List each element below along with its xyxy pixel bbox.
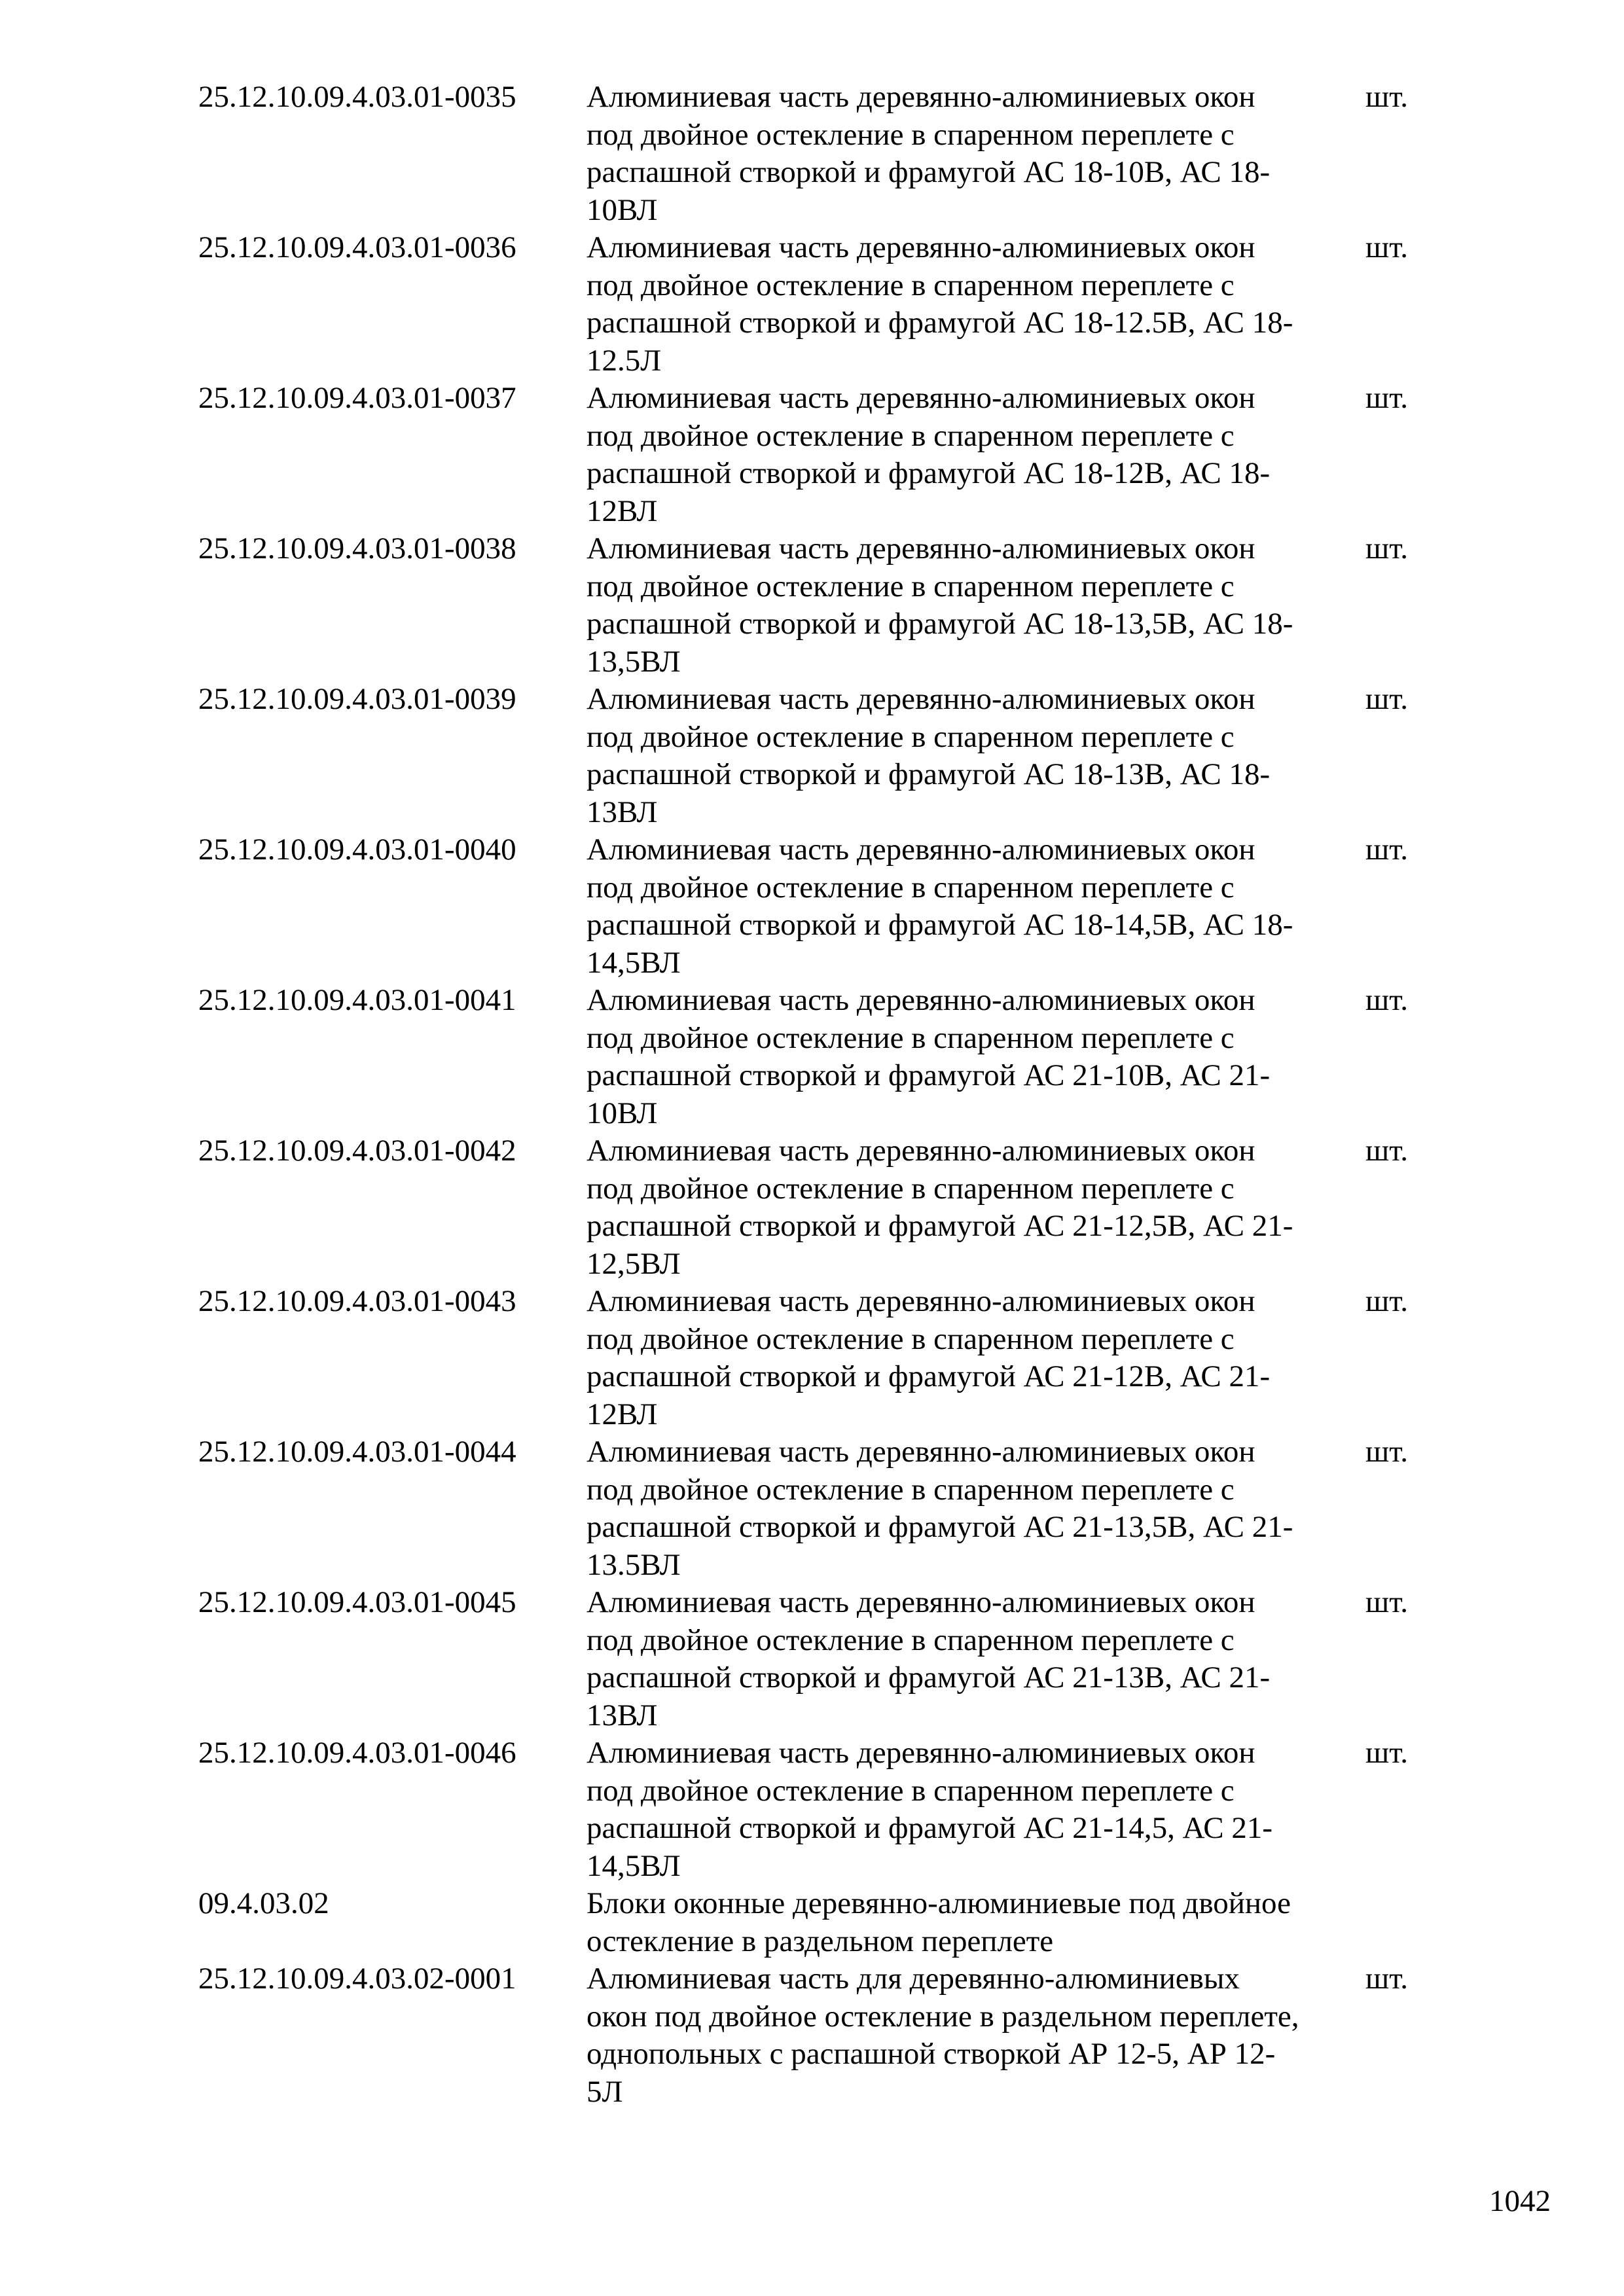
row-unit: шт. [1365,1134,1408,1168]
row-description: Алюминиевая часть деревянно-алюминиевых окон под двойное остекление в спаренном переплете с распашной створкой и фрамугой АС 18-12В, АС 18- 12ВЛ [586,381,1271,528]
table-row [198,1132,1442,1283]
table-row [198,1283,1442,1433]
row-unit: шт. [1365,682,1408,716]
row-unit: шт. [1365,1962,1408,1996]
row-code: 25.12.10.09.4.03.01-0040 [198,833,516,867]
table-row [198,831,1442,982]
row-description: Алюминиевая часть деревянно-алюминиевых окон под двойное остекление в спаренном переплете с распашной створкой и фрамугой АС 21-10В, АС 21- 10ВЛ [586,983,1271,1130]
row-description: Алюминиевая часть деревянно-алюминиевых окон под двойное остекление в спаренном переплете с распашной створкой и фрамугой АС 21-13В, АС 21- 13ВЛ [586,1585,1271,1732]
page-number: 1042 [1489,2184,1551,2218]
row-unit: шт. [1365,1435,1408,1469]
table-row [198,530,1442,681]
table-row [198,380,1442,530]
row-code: 25.12.10.09.4.03.01-0035 [198,80,516,114]
row-code: 25.12.10.09.4.03.01-0036 [198,230,516,264]
row-unit: шт. [1365,230,1408,264]
row-unit: шт. [1365,1284,1408,1318]
row-unit: шт. [1365,1736,1408,1770]
row-description: Алюминиевая часть деревянно-алюминиевых окон под двойное остекление в спаренном переплете с распашной створкой и фрамугой АС 18-14,5В, АС 18- 14,5ВЛ [586,833,1293,980]
table-row [198,229,1442,380]
row-unit: шт. [1365,531,1408,565]
row-code: 25.12.10.09.4.03.01-0039 [198,682,516,716]
row-unit: шт. [1365,80,1408,114]
row-description: Алюминиевая часть деревянно-алюминиевых окон под двойное остекление в спаренном переплете с распашной створкой и фрамугой АС 18-13В, АС 18- 13ВЛ [586,682,1271,829]
table-row [198,1960,1442,2111]
table-row [198,982,1442,1132]
table-row [198,1734,1442,1885]
row-description: Алюминиевая часть деревянно-алюминиевых окон под двойное остекление в спаренном переплете с распашной створкой и фрамугой АС 18-13,5В, АС 18- 13,5ВЛ [586,531,1293,679]
row-code: 25.12.10.09.4.03.01-0041 [198,983,516,1017]
row-unit: шт. [1365,381,1408,415]
row-code: 25.12.10.09.4.03.01-0043 [198,1284,516,1318]
row-description: Алюминиевая часть для деревянно-алюминиевых окон под двойное остекление в раздельном переплете, однопольных с распашной створкой АР 12-5, АР 12- 5Л [586,1962,1299,2109]
row-description: Алюминиевая часть деревянно-алюминиевых окон под двойное остекление в спаренном переплете с распашной створкой и фрамугой АС 21-12В, АС 21- 12ВЛ [586,1284,1271,1431]
row-code: 25.12.10.09.4.03.01-0046 [198,1736,516,1770]
price-list-table [198,79,1442,2111]
section-title: Блоки оконные деревянно-алюминиевые под двойное остекление в раздельном переплете [586,1886,1291,1958]
row-code: 25.12.10.09.4.03.01-0038 [198,531,516,565]
row-unit: шт. [1365,983,1408,1017]
section-heading-row [198,1885,1442,1960]
row-description: Алюминиевая часть деревянно-алюминиевых окон под двойное остекление в спаренном переплете с распашной створкой и фрамугой АС 21-12,5В, АС 21- 12,5ВЛ [586,1134,1293,1281]
row-code: 25.12.10.09.4.03.01-0037 [198,381,516,415]
row-unit: шт. [1365,833,1408,867]
row-code: 25.12.10.09.4.03.01-0042 [198,1134,516,1168]
row-code: 25.12.10.09.4.03.01-0044 [198,1435,516,1469]
table-row [198,1433,1442,1584]
row-unit: шт. [1365,1585,1408,1619]
row-description: Алюминиевая часть деревянно-алюминиевых окон под двойное остекление в спаренном переплете с распашной створкой и фрамугой АС 21-13,5В, АС 21- 13.5ВЛ [586,1435,1293,1582]
row-description: Алюминиевая часть деревянно-алюминиевых окон под двойное остекление в спаренном переплете с распашной створкой и фрамугой АС 18-10В, АС 18- 10ВЛ [586,80,1271,227]
section-code: 09.4.03.02 [198,1886,329,1920]
row-description: Алюминиевая часть деревянно-алюминиевых окон под двойное остекление в спаренном переплете с распашной створкой и фрамугой АС 21-14,5, АС 21- 14,5ВЛ [586,1736,1273,1883]
table-row [198,79,1442,229]
table-row [198,681,1442,831]
row-code: 25.12.10.09.4.03.01-0045 [198,1585,516,1619]
row-code: 25.12.10.09.4.03.02-0001 [198,1962,516,1996]
table-row [198,1584,1442,1734]
row-description: Алюминиевая часть деревянно-алюминиевых окон под двойное остекление в спаренном переплете с распашной створкой и фрамугой АС 18-12.5В, АС 18- 12.5Л [586,230,1293,378]
